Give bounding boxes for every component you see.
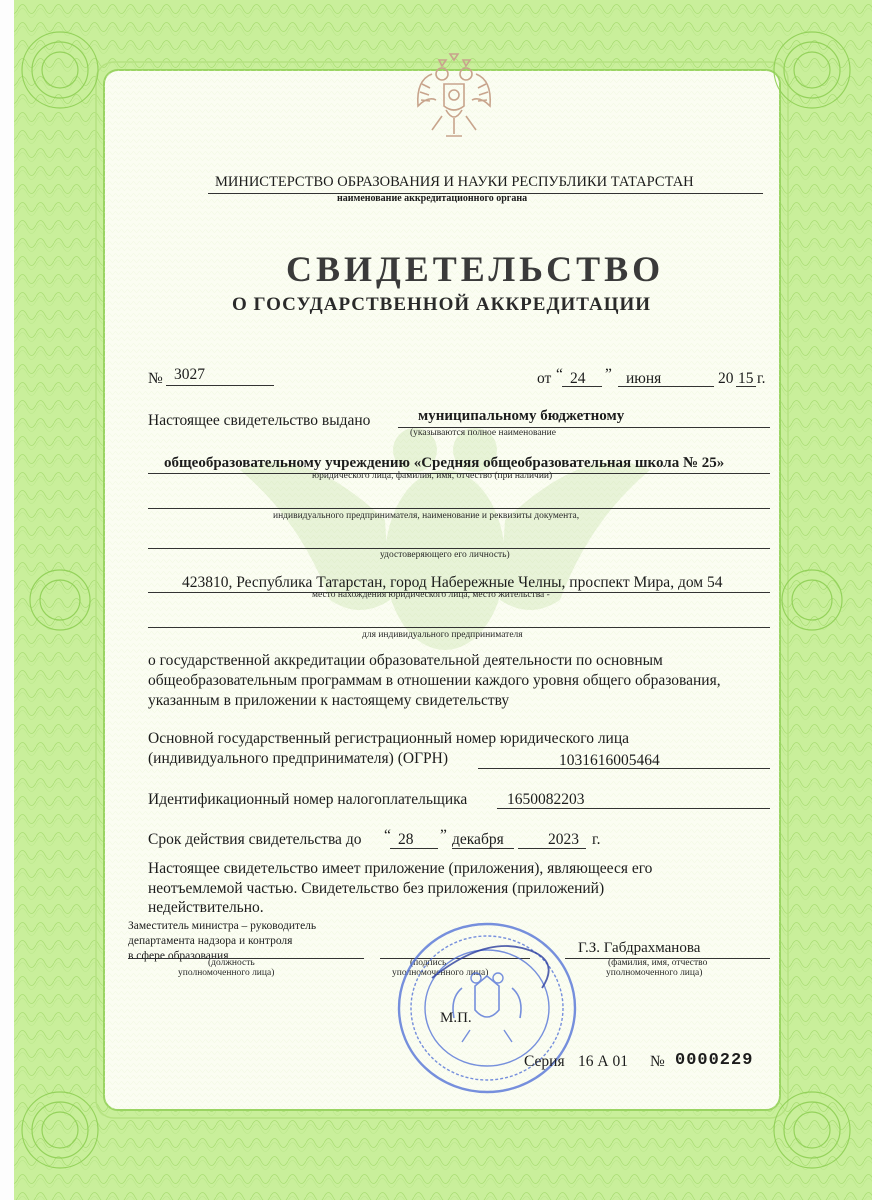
ogrn-label-line-1: Основной государственный регистрационный номер юридического лица [148, 730, 630, 747]
annex-text-line-2: неотъемлемой частью. Свидетельство без приложения (приложений) [148, 880, 605, 897]
number-label: № [148, 370, 163, 387]
name-caption-2: уполномоченного лица) [606, 968, 703, 978]
validity-year-suffix: г. [592, 831, 601, 848]
issued-value-line2: общеобразовательному учреждению «Средняя общеобразовательная школа № 25» [164, 455, 725, 471]
issued-value-line1: муниципальному бюджетному [418, 408, 625, 424]
validity-day: 28 [398, 831, 414, 848]
ogrn-label-line-2: (индивидуального предпринимателя) (ОГРН) [148, 750, 449, 767]
name-caption-1: (фамилия, имя, отчество [608, 958, 708, 968]
accreditation-text-line-1: о государственной аккредитации образовательной деятельности по основным [148, 652, 663, 669]
issued-caption-2: юридического лица, фамилия, имя, отчество (при наличии) [312, 471, 553, 481]
issued-caption-3: индивидуального предпринимателя, наименование и реквизиты документа, [273, 511, 580, 521]
certificate-subtitle: О ГОСУДАРСТВЕННОЙ АККРЕДИТАЦИИ [232, 294, 652, 315]
address-caption-2: для индивидуального предпринимателя [362, 630, 523, 640]
ministry-caption: наименование аккредитационного органа [337, 193, 528, 204]
signature-caption-2: уполномоченного лица) [392, 968, 489, 978]
issued-label: Настоящее свидетельство выдано [148, 412, 371, 429]
annex-text-line-3: недействительно. [148, 899, 264, 916]
issue-day: 24 [570, 370, 586, 387]
issue-year: 15 [738, 370, 754, 387]
inn-label: Идентификационный номер налогоплательщика [148, 791, 468, 808]
signatory-position-line-2: департамента надзора и контроля [128, 935, 293, 947]
inn-value: 1650082203 [507, 791, 585, 808]
ogrn-value: 1031616005464 [559, 752, 660, 769]
issue-month: июня [626, 370, 662, 387]
signatory-position-line-3: в сфере образования [128, 950, 229, 962]
signatory-position-line-1: Заместитель министра – руководитель [128, 920, 317, 932]
certificate-number: 3027 [174, 366, 205, 383]
validity-quote-close: ” [440, 827, 447, 844]
certificate-title: СВИДЕТЕЛЬСТВО [286, 249, 665, 289]
series-value: 16 А 01 [578, 1053, 628, 1070]
signature-caption-1: (подпись [410, 958, 447, 968]
series-label: Серия [524, 1053, 565, 1070]
signatory-name: Г.З. Габдрахманова [578, 940, 701, 956]
issued-caption-1: (указываются полное наименование [410, 428, 556, 438]
official-seal-stamp-icon [392, 918, 582, 1098]
validity-month: декабря [452, 831, 504, 848]
issue-year-suffix: г. [757, 370, 766, 387]
seal-label: М.П. [440, 1010, 472, 1026]
validity-label: Срок действия свидетельства до [148, 831, 362, 848]
position-caption-2: уполномоченного лица) [178, 968, 275, 978]
date-quote-open: “ [556, 366, 563, 383]
accreditation-text-line-2: общеобразовательным программам в отношении каждого уровня общего образования, [148, 672, 721, 689]
address-value: 423810, Республика Татарстан, город Набережные Челны, проспект Мира, дом 54 [182, 574, 723, 591]
validity-year: 2023 [548, 831, 579, 848]
accreditation-text-line-3: указанным в приложении к настоящему свидетельству [148, 692, 510, 709]
series-number-label: № [650, 1053, 665, 1070]
address-caption: место нахождения юридического лица, место жительства - [312, 590, 550, 600]
date-quote-close: ” [605, 366, 612, 383]
position-caption-1: (должность [208, 958, 255, 968]
series-number: 0000229 [675, 1051, 754, 1070]
issue-year-prefix: 20 [718, 370, 734, 387]
validity-quote-open: “ [384, 827, 391, 844]
ministry-name: МИНИСТЕРСТВО ОБРАЗОВАНИЯ И НАУКИ РЕСПУБЛИКИ ТАТАРСТАН [215, 174, 694, 190]
annex-text-line-1: Настоящее свидетельство имеет приложение (приложения), являющееся его [148, 860, 653, 877]
double-headed-eagle-icon [412, 50, 496, 142]
date-from-label: от [537, 370, 552, 387]
issued-caption-4: удостоверяющего его личность) [380, 550, 510, 560]
